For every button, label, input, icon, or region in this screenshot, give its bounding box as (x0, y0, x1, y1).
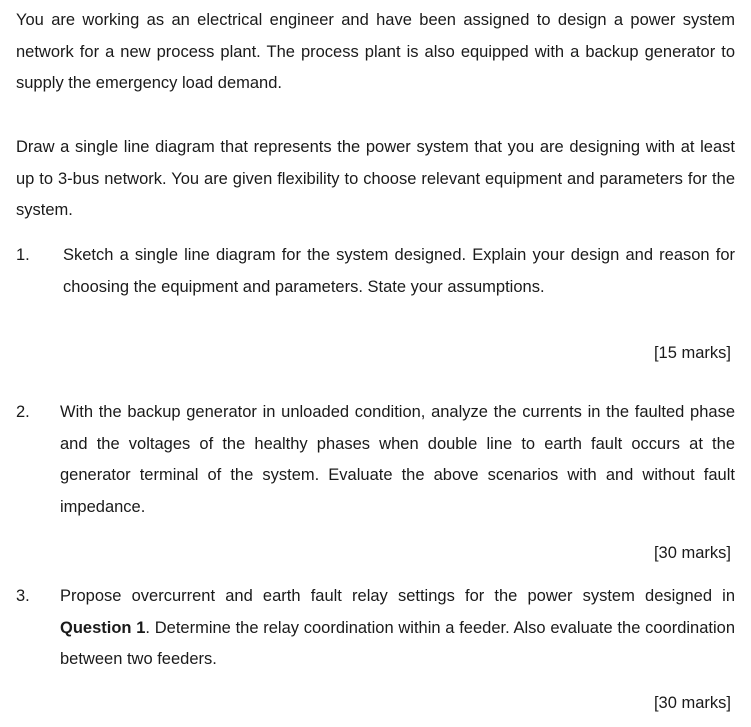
question-3-marks: [30 marks] (653, 694, 731, 712)
question-2-marks: [30 marks] (653, 544, 731, 562)
question-3-number: 3. (16, 587, 30, 605)
task-paragraph: Draw a single line diagram that represents the power system that you are designing with at least up to 3-bus network. You are given flexibility to choose relevant equipment and parameters for the system. (16, 138, 735, 219)
question-2-text: With the backup generator in unloaded condition, analyze the currents in the faulted phase and the voltages of the healthy phases when double line to earth fault occurs at the generator terminal of the system. Evaluate the above scenarios with and without fault impedance. (60, 403, 735, 516)
intro-paragraph: You are working as an electrical engineer and have been assigned to design a power system network for a new process plant. The process plant is also equipped with a backup generator to supply the emergency load demand. (16, 11, 735, 92)
question-1-text: Sketch a single line diagram for the system designed. Explain your design and reason for choosing the equipment and parameters. State your assumptions. (63, 246, 735, 296)
question-1-marks: [15 marks] (653, 344, 731, 362)
question-3-reference: Question 1 (60, 618, 146, 637)
question-2-number: 2. (16, 403, 30, 421)
question-3-text-before: Propose overcurrent and earth fault relay settings for the power system designed in (60, 587, 735, 605)
question-1-number: 1. (16, 246, 30, 264)
question-3-text (60, 581, 735, 676)
question-3-text-after: . Determine the relay coordination within a feeder. Also evaluate the coordination between two feeders. (60, 618, 735, 668)
